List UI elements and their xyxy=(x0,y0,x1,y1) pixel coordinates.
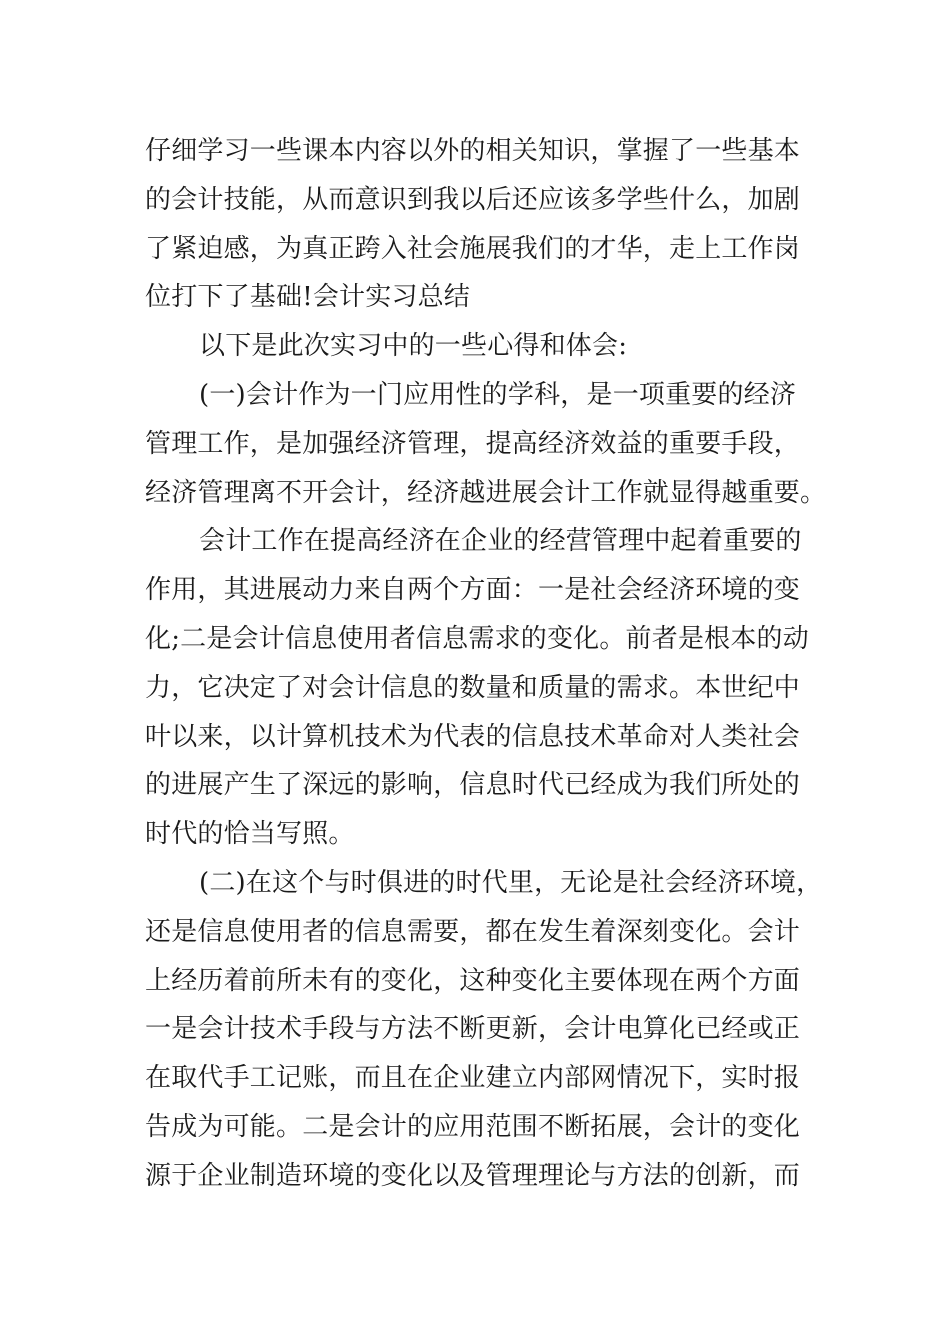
body-text xyxy=(145,127,827,1201)
text-line: 在取代手工记账，而且在企业建立内部网情况下，实时报 xyxy=(145,1063,801,1094)
text-line: 叶以来，以计算机技术为代表的信息技术革命对人类社会 xyxy=(145,721,801,752)
text-line: 仔细学习一些课本内容以外的相关知识，掌握了一些基本 xyxy=(145,136,801,166)
text-line: 一是会计技术手段与方法不断更新，会计电算化已经或正 xyxy=(145,1014,801,1045)
text-line: 上经历着前所未有的变化，这种变化主要体现在两个方面 xyxy=(145,965,801,996)
text-line: 会计工作在提高经济在企业的经营管理中起着重要的 xyxy=(199,526,802,557)
text-line: 的进展产生了深远的影响，信息时代已经成为我们所处的 xyxy=(145,770,801,801)
text-line: 经济管理离不开会计，经济越进展会计工作就显得越重要。 xyxy=(145,477,827,508)
text-line: 力，它决定了对会计信息的数量和质量的需求。本世纪中 xyxy=(145,672,801,703)
text-line: (一)会计作为一门应用性的学科，是一项重要的经济 xyxy=(199,379,797,410)
text-line: (二)在这个与时俱进的时代里，无论是社会经济环境， xyxy=(199,867,823,898)
text-line: 作用，其进展动力来自两个方面：一是社会经济环境的变 xyxy=(145,575,801,606)
text-line: 还是信息使用者的信息需要，都在发生着深刻变化。会计 xyxy=(145,916,801,947)
text-line: 了紧迫感，为真正跨入社会施展我们的才华，走上工作岗 xyxy=(145,233,801,264)
text-line: 告成为可能。二是会计的应用范围不断拓展，会计的变化 xyxy=(145,1111,801,1142)
text-line: 管理工作，是加强经济管理，提高经济效益的重要手段， xyxy=(145,428,801,459)
text-line: 以下是此次实习中的一些心得和体会: xyxy=(199,331,628,362)
text-line: 位打下了基础!会计实习总结 xyxy=(145,282,471,313)
text-line: 源于企业制造环境的变化以及管理理论与方法的创新，而 xyxy=(145,1160,801,1191)
text-line: 化;二是会计信息使用者信息需求的变化。前者是根本的动 xyxy=(145,623,809,654)
text-line: 时代的恰当写照。 xyxy=(145,819,355,850)
text-line: 的会计技能，从而意识到我以后还应该多学些什么，加剧 xyxy=(145,184,801,215)
